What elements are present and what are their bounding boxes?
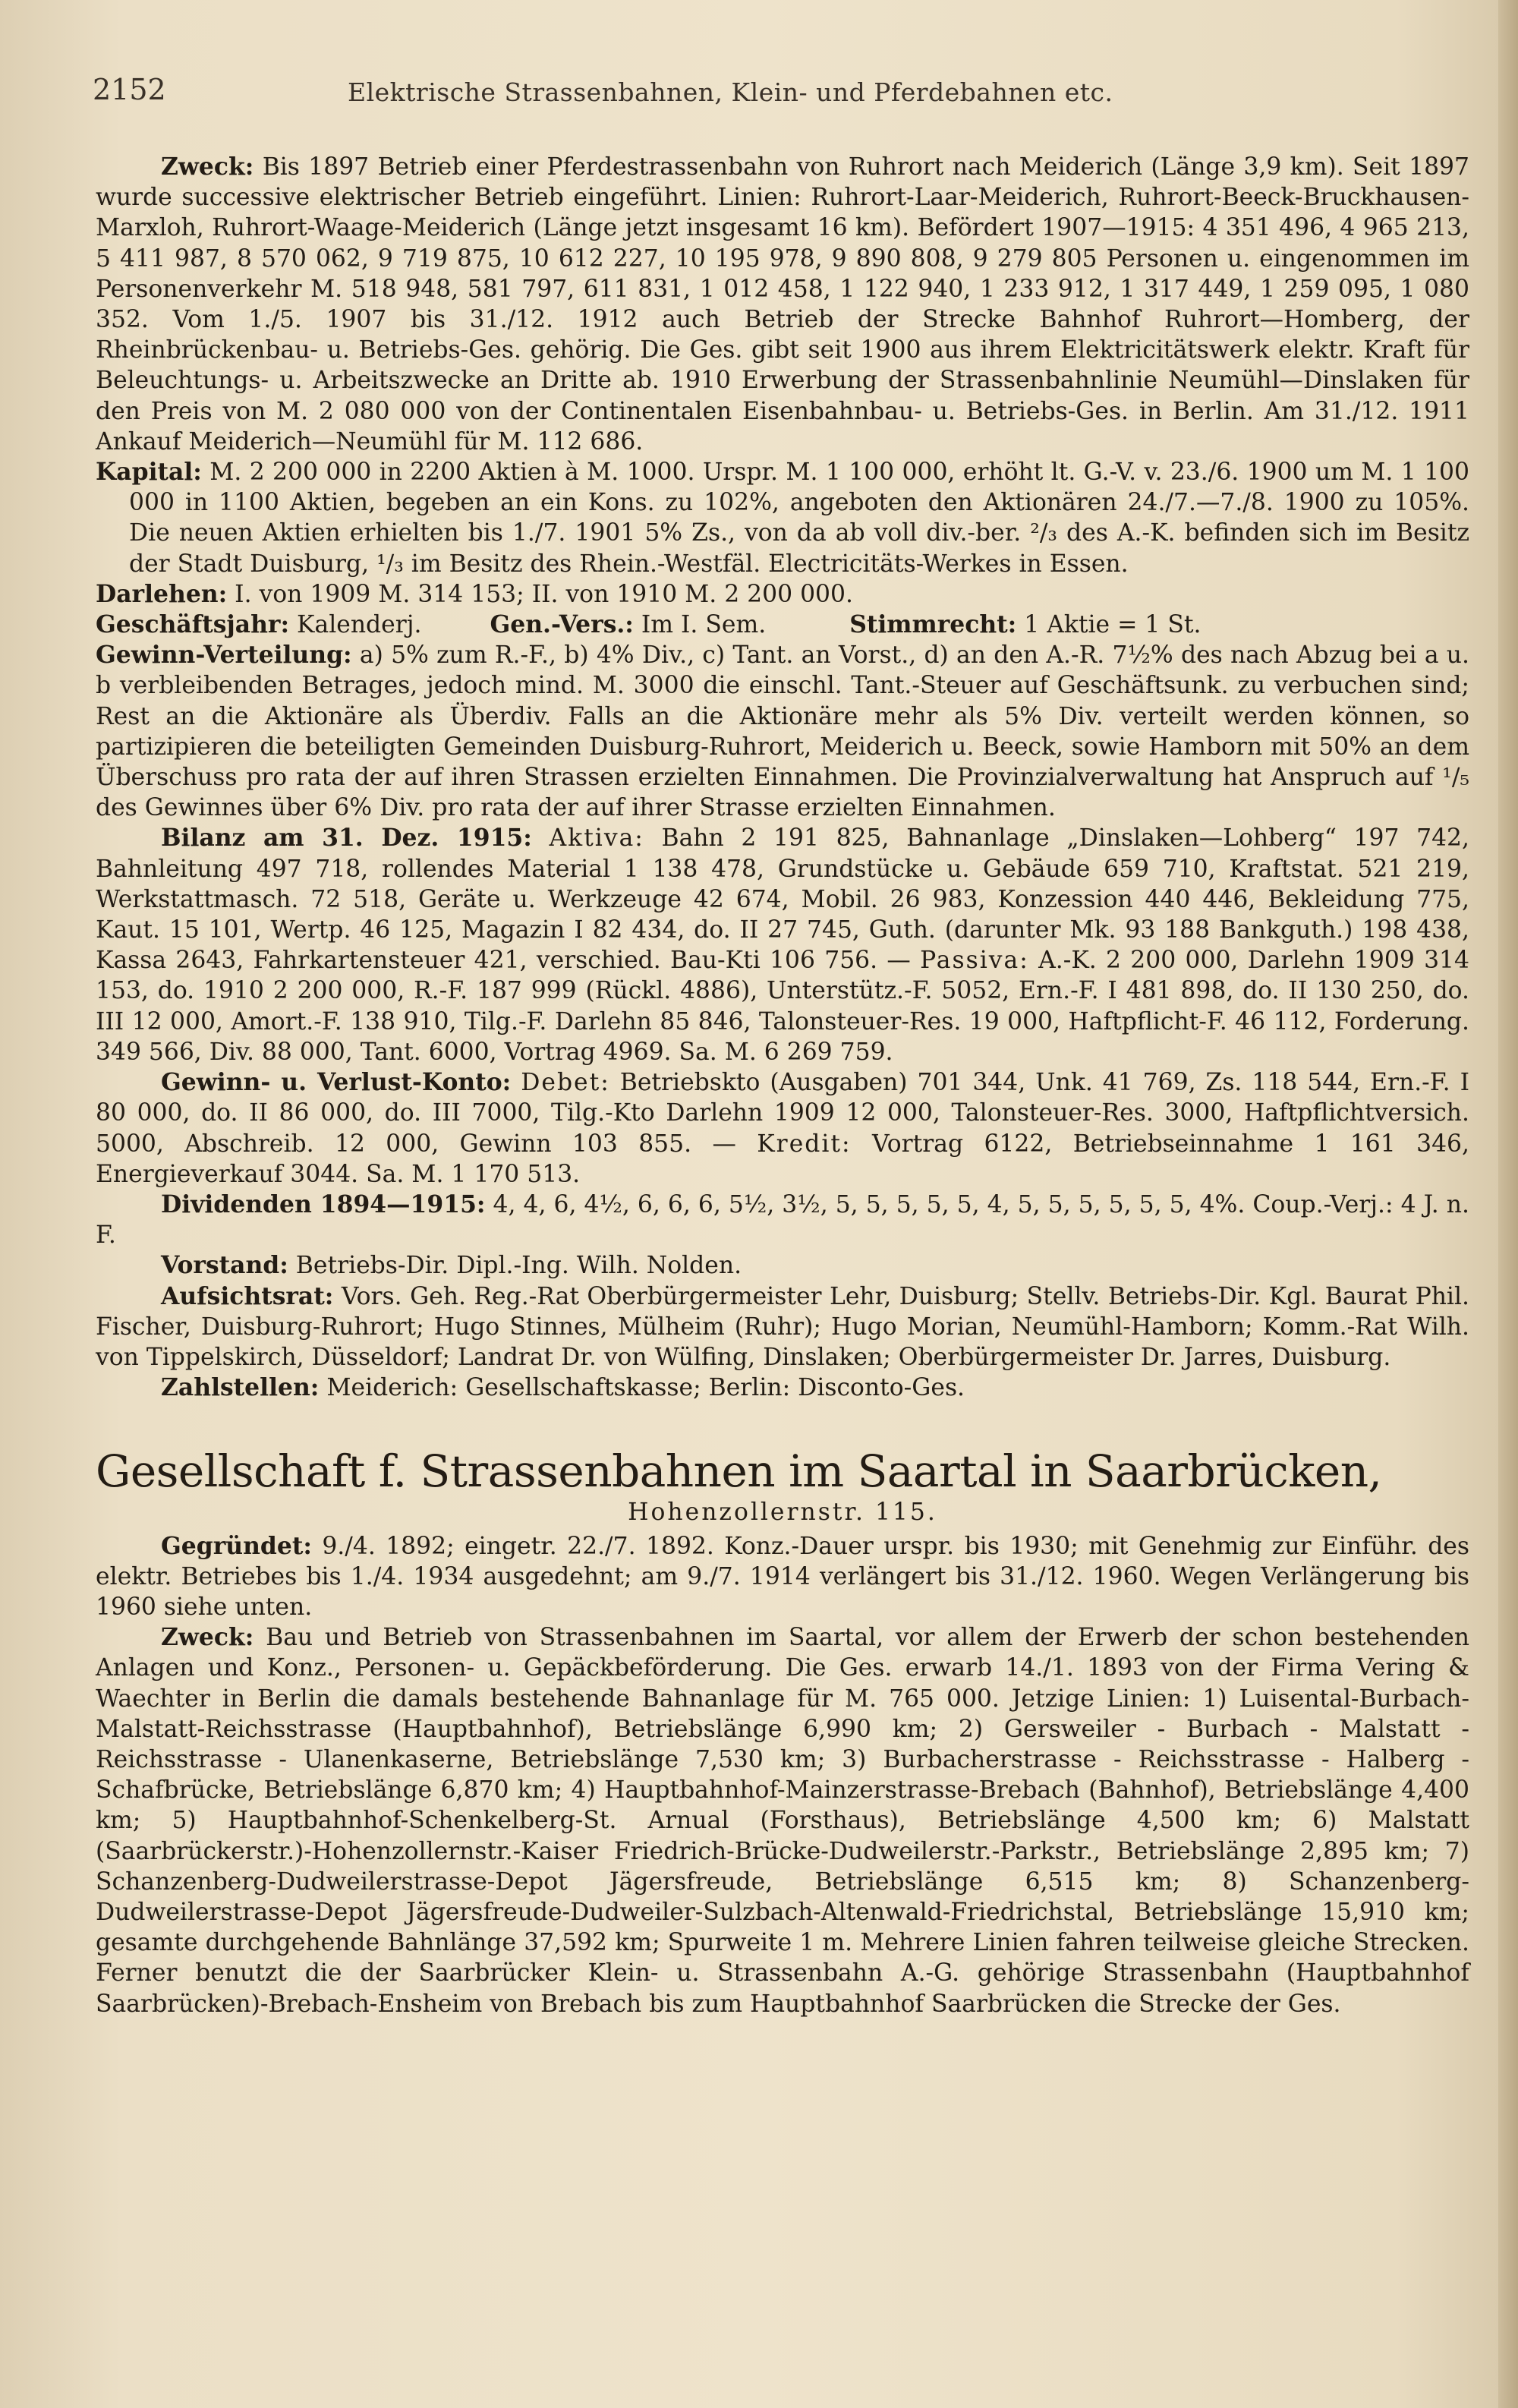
zahlstellen-text: Meiderich: Gesellschaftskasse; Berlin: Disconto-Ges. [319, 1374, 965, 1402]
zahlstellen-label: Zahlstellen: [161, 1374, 320, 1402]
gewinnverteilung-text: a) 5% zum R.-F., b) 4% Div., c) Tant. an Vorst., d) an den A.-R. 7½% des nach Abzug bei a u. b verbleibenden Betrages, jedoch mind. M. 3000 die einschl. Tant.-Steuer auf Geschäftsunk. zu verbuchen sind; Rest an die Aktionäre als Überdiv. Falls an die Aktionäre mehr als 5% Div. verteilt werden können, so partizipieren die beteiligten Gemeinden Duisburg-Ruhrort, Meiderich u. Beeck, sowie Hamborn mit 50% an dem Überschuss pro rata der auf ihren Strassen erzielten Einnahmen. Die Provinzialverwaltung hat Anspruch auf ¹/₅ des Gewinnes über 6% Div. pro rata der auf ihrer Strasse erzielten Einnahmen. [96, 641, 1469, 822]
saartal-zweck-text: Bau und Betrieb von Strassenbahnen im Saartal, vor allem der Erwerb der schon bestehenden Anlagen und Konz., Personen- u. Gepäckbeförderung. Die Ges. erwarb 14./1. 1893 von der Firma Vering & Waechter in Berlin die damals bestehende Bahnanlage für M. 765 000. Jetzige Linien: 1) Luisental-Burbach-Malstatt-Reichsstrasse (Hauptbahnhof), Betriebslänge 6,990 km; 2) Gersweiler - Burbach - Malstatt - Reichsstrasse - Ulanenkaserne, Betriebslänge 7,530 km; 3) Burbacherstrasse - Reichsstrasse - Halberg - Schafbrücke, Betriebslänge 6,870 km; 4) Hauptbahnhof-Mainzerstrasse-Brebach (Bahnhof), Betriebslänge 4,400 km; 5) Hauptbahnhof-Schenkelberg-St. Arnual (Forsthaus), Betriebslänge 4,500 km; 6) Malstatt (Saarbrückerstr.)-Hohenzollernstr.-Kaiser Friedrich-Brücke-Dudweilerstr.-Parkstr., Betriebslänge 2,895 km; 7) Schanzenberg-Dudweilerstrasse-Depot Jägersfreude, Betriebslänge 6,515 km; 8) Schanzenberg-Dudweilerstrasse-Depot Jägersfreude-Dudweiler-Sulzbach-Altenwald-Friedrichstal, Betriebslänge 15,910 km; gesamte durchgehende Bahnlänge 37,592 km; Spurweite 1 m. Mehrere Linien fahren teilweise gleiche Strecken. Ferner benutzt die der Saarbrücker Klein- u. Strassenbahn A.-G. gehörige Strassenbahn (Hauptbahnhof Saarbrücken)-Brebach-Ensheim von Brebach bis zum Hauptbahnhof Saarbrücken die Strecke der Ges. [96, 1624, 1469, 2018]
ruhrort-kapital [96, 457, 1469, 579]
running-title: Elektrische Strassenbahnen, Klein- und Pferdebahnen etc. [348, 77, 1113, 107]
ruhrort-aufsichtsrat [96, 1281, 1469, 1373]
guv-label: Gewinn- u. Verlust-Konto: [161, 1069, 512, 1097]
geschaeftsjahr-label: Geschäftsjahr: [96, 611, 290, 639]
page-body [96, 152, 1469, 2019]
page-header [93, 73, 1459, 115]
gegruendet-label: Gegründet: [161, 1532, 312, 1560]
saartal-gegruendet [96, 1531, 1469, 1623]
darlehen-label: Darlehen: [96, 580, 228, 608]
aufsichtsrat-text: Vors. Geh. Reg.-Rat Oberbürgermeister Lehr, Duisburg; Stellv. Betriebs-Dir. Kgl. Baurat Phil. Fischer, Duisburg-Ruhrort; Hugo Stinnes, Mülheim (Ruhr); Hugo Morian, Neumühl-Hamborn; Komm.-Rat Wilh. von Tippelskirch, Düsseldorf; Landrat Dr. von Wülfing, Dinslaken; Oberbürgermeister Dr. Jarres, Duisburg. [96, 1282, 1469, 1371]
debet-text: Betriebskto (Ausgaben) 701 344, Unk. 41 769, Zs. 118 544, Ern.-F. I 80 000, do. II 86 000, do. III 7000, Tilg.-Kto Darlehn 1909 12 000, Talonsteuer-Res. 3000, Haftpflichtversich. 5000, Abschreib. 12 000, Gewinn 103 855. — [96, 1069, 1469, 1158]
ruhrort-zweck [96, 152, 1469, 457]
gewinnverteilung-label: Gewinn-Verteilung: [96, 641, 352, 670]
ruhrort-gewinnverteilung [96, 640, 1469, 823]
passiva-text: A.-K. 2 200 000, Darlehn 1909 314 153, do. 1910 2 200 000, R.-F. 187 999 (Rückl. 4886), Unterstütz.-F. 5052, Ern.-F. I 481 898, do. II 130 250, do. III 12 000, Amort.-F. 138 910, Tilg.-F. Darlehn 85 846, Talonsteuer-Res. 19 000, Haftpflicht-F. 46 112, Forderung. 349 566, Div. 88 000, Tant. 6000, Vortrag 4969. Sa. M. 6 269 759. [96, 947, 1469, 1066]
geschaeftsjahr-text: Kalenderj. [289, 611, 422, 639]
ruhrort-zahlstellen [96, 1373, 1469, 1403]
aktiva-text: Bahn 2 191 825, Bahnanlage „Dinslaken—Lohberg“ 197 742, Bahnleitung 497 718, rollendes Material 1 138 478, Grundstücke u. Gebäude 659 710, Kraftstat. 521 219, Werkstattmasch. 72 518, Geräte u. Werkzeuge 42 674, Mobil. 26 983, Konzession 440 446, Bekleidung 775, Kaut. 15 101, Wertp. 46 125, Magazin I 82 434, do. II 27 745, Guth. (darunter Mk. 93 188 Bankguth.) 198 438, Kassa 2643, Fahrkartensteuer 421, verschied. Bau-Kti 106 756. — [96, 824, 1469, 975]
stimmrecht-label: Stimmrecht: [849, 611, 1017, 639]
genvers-label: Gen.-Vers.: [490, 611, 634, 639]
vorstand-text: Betriebs-Dir. Dipl.-Ing. Wilh. Nolden. [288, 1252, 742, 1280]
kredit-label: Kredit: [757, 1130, 852, 1158]
dividenden-text: 4, 4, 6, 4½, 6, 6, 6, 5½, 3½, 5, 5, 5, 5, 5, 4, 5, 5, 5, 5, 5, 5, 4%. Coup.-Verj.: 4 J. n. F. [96, 1190, 1469, 1250]
dividenden-label: Dividenden 1894—1915: [161, 1190, 486, 1218]
ruhrort-meta-line [96, 610, 1469, 640]
gegruendet-text: 9./4. 1892; eingetr. 22./7. 1892. Konz.-Dauer urspr. bis 1930; mit Genehmig zur Einführ. des elektr. Betriebes bis 1./4. 1934 ausgedehnt; am 9./7. 1914 verlängert bis 31./12. 1960. Wegen Verlängerung bis 1960 siehe unten. [96, 1532, 1469, 1621]
kapital-text: M. 2 200 000 in 2200 Aktien à M. 1000. Urspr. M. 1 100 000, erhöht lt. G.-V. v. 23./6. 1900 um M. 1 100 000 in 1100 Aktien, begeben an ein Kons. zu 102%, angeboten den Aktionären 24./7.—7./8. 1900 zu 105%. Die neuen Aktien erhielten bis 1./7. 1901 5% Zs., von da ab voll div.-ber. ²/₃ des A.-K. befinden sich im Besitz der Stadt Duisburg, ¹/₃ im Besitz des Rhein.-Westfäl. Electricitäts-Werkes in Essen. [129, 459, 1469, 578]
bilanz-label: Bilanz am 31. Dez. 1915: [161, 824, 532, 853]
saartal-zweck-label: Zweck: [161, 1624, 254, 1652]
ruhrort-dividenden [96, 1190, 1469, 1250]
passiva-label: Passiva: [920, 947, 1029, 975]
saartal-address: Hohenzollernstr. 115. [628, 1499, 937, 1527]
saartal-company-title: Gesellschaft f. Strassenbahnen im Saartal in Saarbrücken, [96, 1445, 1382, 1498]
kapital-label: Kapital: [96, 459, 202, 487]
kredit-text: Vortrag 6122, Betriebseinnahme 1 161 346, Energieverkauf 3044. Sa. M. 1 170 513. [96, 1130, 1469, 1188]
ruhrort-darlehen [96, 579, 1469, 610]
ruhrort-guv [96, 1067, 1469, 1190]
saartal-zweck [96, 1622, 1469, 2019]
vorstand-label: Vorstand: [161, 1252, 288, 1280]
genvers-text: Im I. Sem. [633, 611, 767, 639]
darlehen-text: I. von 1909 M. 314 153; II. von 1910 M. 2 200 000. [227, 580, 853, 608]
page-number: 2152 [93, 73, 166, 106]
aufsichtsrat-label: Aufsichtsrat: [161, 1282, 334, 1310]
zweck-text: Bis 1897 Betrieb einer Pferdestrassenbahn von Ruhrort nach Meiderich (Länge 3,9 km). Seit 1897 wurde successive elektrischer Betrieb eingeführt. Linien: Ruhrort-Laar-Meiderich, Ruhrort-Beeck-Bruckhausen-Marxloh, Ruhrort-Waage-Meiderich (Länge jetzt insgesamt 16 km). Befördert 1907—1915: 4 351 496, 4 965 213, 5 411 987, 8 570 062, 9 719 875, 10 612 227, 10 195 978, 9 890 808, 9 279 805 Personen u. eingenommen im Personenverkehr M. 518 948, 581 797, 611 831, 1 012 458, 1 122 940, 1 233 912, 1 317 449, 1 259 095, 1 080 352. Vom 1./5. 1907 bis 31./12. 1912 auch Betrieb der Strecke Bahnhof Ruhrort—Homberg, der Rheinbrückenbau- u. Betriebs-Ges. gehörig. Die Ges. gibt seit 1900 aus ihrem Elektricitätswerk elektr. Kraft für Beleuchtungs- u. Arbeitszwecke an Dritte ab. 1910 Erwerbung der Strassenbahnlinie Neumühl—Dinslaken für den Preis von M. 2 080 000 von der Continentalen Eisenbahnbau- u. Betriebs-Ges. in Berlin. Am 31./12. 1911 Ankauf Meiderich—Neumühl für M. 112 686. [96, 153, 1469, 455]
zweck-label: Zweck: [161, 153, 254, 181]
stimmrecht-text: 1 Aktie = 1 St. [1016, 611, 1201, 639]
ruhrort-bilanz [96, 823, 1469, 1067]
aktiva-label: Aktiva: [549, 824, 644, 853]
page-edge-shadow [1498, 0, 1518, 2408]
debet-label: Debet: [521, 1069, 610, 1097]
ruhrort-vorstand [96, 1250, 1469, 1281]
